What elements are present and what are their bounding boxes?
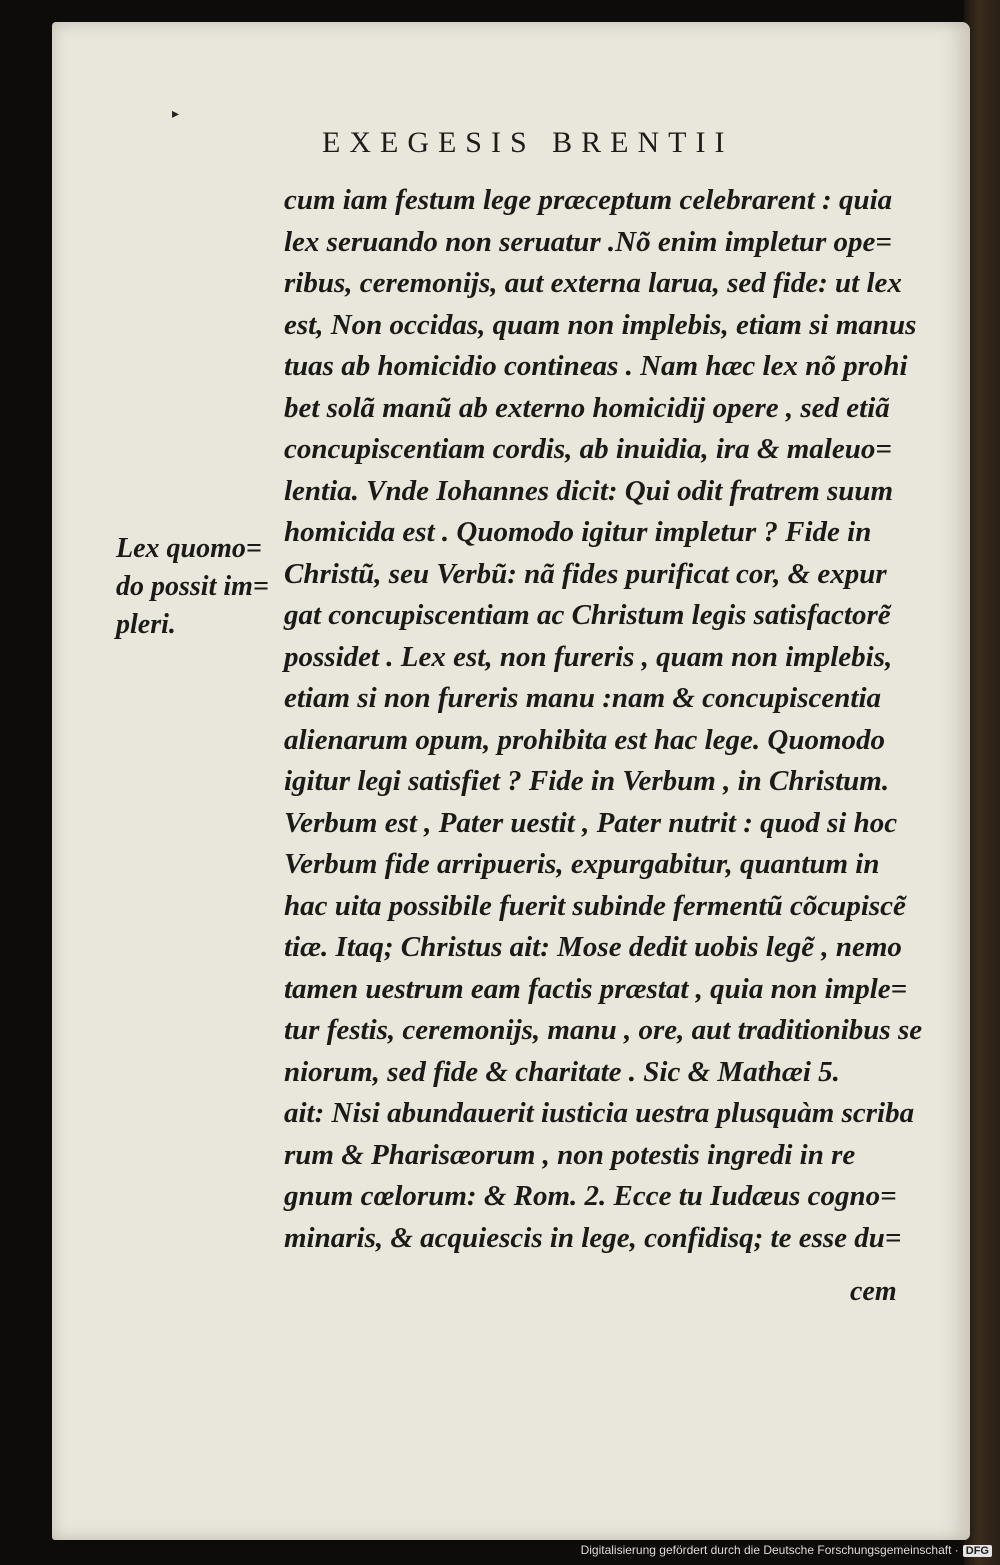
text-line: rum & Pharisæorum , non potestis ingredi in re (284, 1138, 856, 1171)
text-line: minaris, & acquiescis in lege, confidisq; te esse du= (284, 1221, 902, 1254)
text-line: alienarum opum, prohibita est hac lege. Quomodo (284, 723, 885, 756)
text-line: est, Non occidas, quam non implebis, etiam si manus (284, 308, 917, 341)
main-text-block (284, 180, 923, 1259)
marginal-note-line: do possit im= (116, 571, 269, 602)
text-line: concupiscentiam cordis, ab inuidia, ira & maleuo= (284, 433, 892, 465)
text-line: homicida est . Quomodo igitur impletur ? Fide in (284, 516, 872, 548)
page-mark: ▸ (172, 106, 180, 122)
text-line: gat concupiscentiam ac Christum legis satisfactorẽ (284, 599, 891, 631)
marginal-note-line: pleri. (116, 609, 176, 640)
text-line: lentia. Vnde Iohannes dicit: Qui odit fratrem suum (284, 474, 894, 507)
dfg-logo-icon: DFG (963, 1545, 992, 1557)
marginal-note-line: Lex quomo= (116, 533, 262, 564)
text-line: Verbum est , Pater uestit , Pater nutrit : quod si hoc (284, 806, 898, 839)
text-line: hac uita possibile fuerit subinde fermentũ cõcupiscẽ (284, 889, 906, 922)
catchword: cem (850, 1276, 897, 1307)
text-line: possidet . Lex est, non fureris , quam non implebis, (284, 640, 893, 673)
footer-credit: Digitalisierung gefördert durch die Deutsche Forschungsgemeinschaft · (580, 1543, 959, 1557)
text-line: tur festis, ceremonijs, manu , ore, aut traditionibus se (284, 1014, 923, 1046)
text-line: ribus, ceremonijs, aut externa larua, sed fide: ut lex (284, 267, 902, 299)
text-line: igitur legi satisfiet ? Fide in Verbum , in Christum. (284, 765, 890, 797)
text-line: bet solã manũ ab externo homicidij opere , sed etiã (284, 391, 890, 424)
text-line: tiæ. Itaq; Christus ait: Mose dedit uobis legẽ , nemo (284, 931, 902, 963)
text-line: tuas ab homicidio contineas . Nam hæc lex nõ prohi (284, 350, 908, 382)
running-header: EXEGESIS BRENTII (322, 126, 734, 159)
text-line: Verbum fide arripueris, expurgabitur, quantum in (284, 848, 880, 880)
text-line: gnum cœlorum: & Rom. 2. Ecce tu Iudæus cogno= (284, 1180, 897, 1212)
text-line: cum iam festum lege præceptum celebrarent : quia (284, 184, 893, 216)
text-line: ait: Nisi abundauerit iusticia uestra plusquàm scriba (284, 1097, 915, 1129)
text-line: etiam si non fureris manu :nam & concupiscentia (284, 682, 882, 714)
text-line: niorum, sed fide & charitate . Sic & Mathæi 5. (284, 1055, 840, 1088)
text-line: Christũ, seu Verbũ: nã fides purificat cor, & expur (284, 557, 887, 590)
digitization-footer (0, 1543, 1000, 1561)
text-line: lex seruando non seruatur .Nõ enim impletur ope= (284, 225, 892, 258)
text-line: tamen uestrum eam factis præstat , quia non imple= (284, 972, 908, 1005)
marginal-note (116, 530, 286, 644)
